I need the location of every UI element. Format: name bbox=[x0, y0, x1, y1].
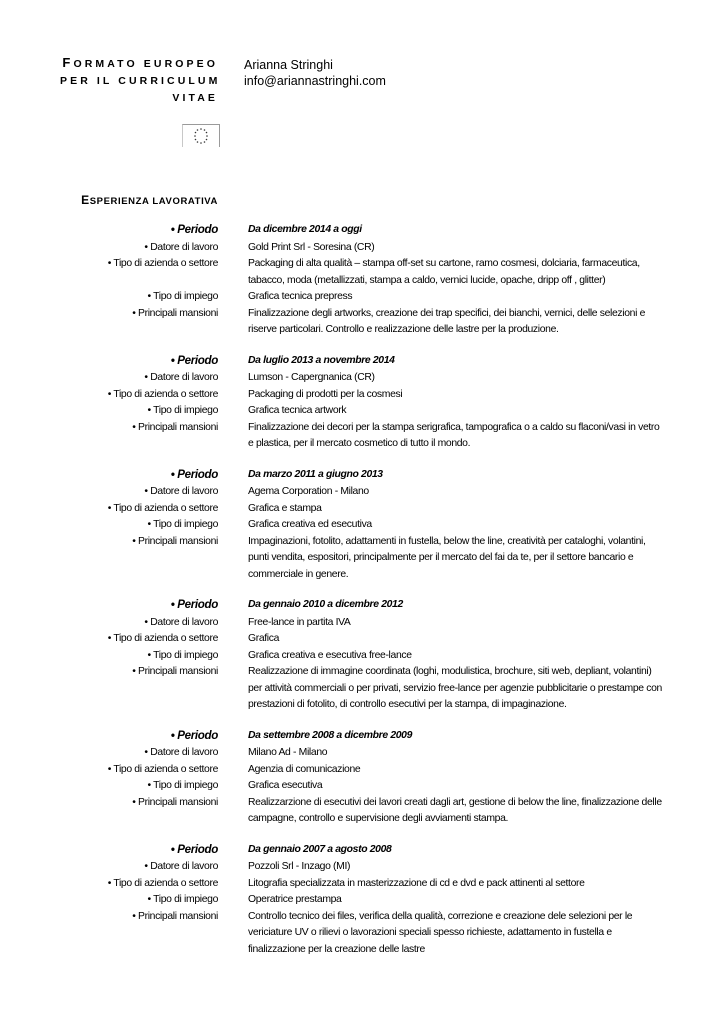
label-period: • Periodo bbox=[170, 223, 218, 236]
label-job-type: • Tipo di impiego bbox=[147, 519, 218, 530]
value-sector: Agenzia di comunicazione bbox=[248, 763, 361, 775]
label-duties: • Principali mansioni bbox=[132, 666, 218, 677]
job-period-row bbox=[0, 728, 724, 745]
value-job-type: Operatrice prestampa bbox=[248, 894, 342, 905]
value-employer: Pozzoli Srl - Inzago (MI) bbox=[248, 861, 351, 872]
job-job-type-row bbox=[0, 517, 724, 534]
label-period: • Periodo bbox=[170, 728, 218, 742]
value-duties: Impaginazioni, fotolito, adattamenti in fustella, below the line, creatività per cataloghi, volantini, punti vendita, espositori, principalmente per il mercato del fai da te, per il settore bancario e commerciale in genere. bbox=[248, 535, 646, 580]
label-employer: • Datore di lavoro bbox=[144, 372, 218, 383]
label-duties: • Principali mansioni bbox=[132, 421, 218, 433]
job-duties-row bbox=[0, 664, 724, 714]
value-employer: Milano Ad - Milano bbox=[248, 747, 328, 758]
job-sector-row bbox=[0, 876, 724, 893]
label-duties: • Principali mansioni bbox=[132, 535, 218, 547]
work-experience-list bbox=[0, 222, 724, 972]
job-job-type-row bbox=[0, 648, 724, 665]
job-period-row bbox=[0, 467, 724, 484]
candidate-email[interactable]: info@ariannastringhi.com bbox=[244, 74, 386, 88]
form-title-block bbox=[60, 54, 221, 107]
job-duties-row bbox=[0, 909, 724, 959]
value-job-type: Grafica creativa e esecutiva free-lance bbox=[248, 649, 412, 661]
value-period: Da gennaio 2010 a dicembre 2012 bbox=[248, 599, 403, 610]
value-employer: Free-lance in partita IVA bbox=[248, 616, 351, 628]
job-entry bbox=[0, 728, 724, 828]
eu-flag-icon bbox=[182, 124, 220, 147]
label-employer: • Datore di lavoro bbox=[144, 861, 218, 872]
job-entry bbox=[0, 353, 724, 453]
job-employer-row bbox=[0, 859, 724, 876]
label-period: • Periodo bbox=[170, 598, 218, 611]
label-sector: • Tipo di azienda o settore bbox=[107, 502, 218, 514]
value-duties: Finalizzazione dei decori per la stampa serigrafica, tampografica o a caldo su flaconi/vasi in vetro e plastica, per il mercato cosmetico di tutto il mondo. bbox=[248, 421, 660, 449]
job-sector-row bbox=[0, 501, 724, 518]
value-duties: Realizzazione di immagine coordinata (loghi, modulistica, brochure, siti web, depliant, volantini) per attività commerciali o per privati, servizio free-lance per agenzie pubblicitarie o prestampe con prestazioni di fotolito, di controllo esecutivi per la stampa, di impaginazione. bbox=[248, 666, 662, 710]
value-sector: Grafica e stampa bbox=[248, 502, 322, 514]
label-duties: • Principali mansioni bbox=[132, 796, 218, 808]
job-job-type-row bbox=[0, 892, 724, 909]
value-period: Da dicembre 2014 a oggi bbox=[248, 224, 362, 235]
label-sector: • Tipo di azienda o settore bbox=[107, 633, 218, 644]
label-job-type: • Tipo di impiego bbox=[147, 649, 218, 661]
value-job-type: Grafica esecutiva bbox=[248, 780, 323, 791]
job-job-type-row bbox=[0, 403, 724, 420]
job-period-row bbox=[0, 597, 724, 614]
value-employer: Agema Corporation - Milano bbox=[248, 486, 369, 497]
job-entry bbox=[0, 222, 724, 339]
value-period: Da settembre 2008 a dicembre 2009 bbox=[248, 729, 413, 741]
job-period-row bbox=[0, 842, 724, 859]
label-job-type: • Tipo di impiego bbox=[147, 291, 218, 302]
value-job-type: Grafica tecnica artwork bbox=[248, 405, 347, 416]
job-sector-row bbox=[0, 387, 724, 404]
label-period: • Periodo bbox=[170, 467, 218, 481]
label-sector: • Tipo di azienda o settore bbox=[107, 877, 218, 889]
label-job-type: • Tipo di impiego bbox=[147, 894, 218, 905]
form-title-line-3: VITAE bbox=[172, 92, 218, 104]
label-employer: • Datore di lavoro bbox=[144, 241, 218, 253]
value-period: Da gennaio 2007 a agosto 2008 bbox=[248, 843, 392, 855]
label-job-type: • Tipo di impiego bbox=[147, 405, 218, 416]
label-employer: • Datore di lavoro bbox=[144, 486, 218, 497]
value-employer: Lumson - Capergnanica (CR) bbox=[248, 372, 375, 383]
label-sector: • Tipo di azienda o settore bbox=[107, 258, 218, 269]
job-duties-row bbox=[0, 306, 724, 339]
label-sector: • Tipo di azienda o settore bbox=[107, 388, 218, 400]
label-employer: • Datore di lavoro bbox=[144, 616, 218, 628]
value-job-type: Grafica creativa ed esecutiva bbox=[248, 519, 372, 530]
contact-block bbox=[244, 57, 386, 89]
job-employer-row bbox=[0, 370, 724, 387]
job-employer-row bbox=[0, 615, 724, 632]
candidate-name: Arianna Stringhi bbox=[244, 58, 333, 72]
label-job-type: • Tipo di impiego bbox=[147, 780, 218, 791]
label-period: • Periodo bbox=[170, 842, 218, 856]
label-sector: • Tipo di azienda o settore bbox=[107, 763, 218, 775]
value-sector: Packaging di alta qualità – stampa off-set su cartone, ramo cosmesi, dolciaria, farmaceutica, tabacco, moda (metallizzati, stampa a caldo, vernici lucide, opache, dripp off , glitter) bbox=[248, 258, 640, 286]
value-duties: Controllo tecnico dei files, verifica della qualità, correzione e creazione dele selezioni per le vericiature UV o rilievi o lavorazioni speciali spesso richieste, adattamento in fustella e finalizzazione per la creazione delle lastre bbox=[248, 910, 633, 955]
job-duties-row bbox=[0, 534, 724, 584]
label-duties: • Principali mansioni bbox=[132, 307, 218, 319]
job-job-type-row bbox=[0, 778, 724, 795]
value-sector: Packaging di prodotti per la cosmesi bbox=[248, 388, 403, 400]
value-period: Da marzo 2011 a giugno 2013 bbox=[248, 468, 383, 480]
job-sector-row bbox=[0, 256, 724, 289]
label-duties: • Principali mansioni bbox=[132, 910, 218, 922]
job-duties-row bbox=[0, 420, 724, 453]
job-employer-row bbox=[0, 240, 724, 257]
job-duties-row bbox=[0, 795, 724, 828]
job-job-type-row bbox=[0, 289, 724, 306]
job-period-row bbox=[0, 353, 724, 370]
value-job-type: Grafica tecnica prepress bbox=[248, 291, 353, 302]
job-entry bbox=[0, 467, 724, 584]
job-sector-row bbox=[0, 762, 724, 779]
value-sector: Litografia specializzata in masterizzazione di cd e dvd e pack attinenti al settore bbox=[248, 877, 585, 889]
job-employer-row bbox=[0, 484, 724, 501]
form-title-line-1: FORMATO EUROPEO bbox=[62, 55, 218, 70]
section-title-work-experience: ESPERIENZA LAVORATIVA bbox=[81, 193, 218, 207]
job-employer-row bbox=[0, 745, 724, 762]
job-period-row bbox=[0, 222, 724, 239]
label-employer: • Datore di lavoro bbox=[144, 747, 218, 758]
job-sector-row bbox=[0, 631, 724, 648]
value-employer: Gold Print Srl - Soresina (CR) bbox=[248, 241, 375, 253]
value-duties: Realizzarzione di esecutivi dei lavori creati dagli art, gestione di below the line, finalizzazione delle campagne, controllo e supervisione degli avviamenti stampa. bbox=[248, 796, 662, 824]
job-entry bbox=[0, 597, 724, 714]
value-duties: Finalizzazione degli artworks, creazione dei trap specifici, dei bianchi, vernici, delle selezioni e riserve particolari. Controllo e realizzazione delle lastre per la produzione. bbox=[248, 307, 646, 335]
value-period: Da luglio 2013 a novembre 2014 bbox=[248, 354, 395, 366]
form-title-line-2: PER IL CURRICULUM bbox=[60, 75, 221, 87]
value-sector: Grafica bbox=[248, 633, 280, 644]
label-period: • Periodo bbox=[170, 353, 218, 367]
job-entry bbox=[0, 842, 724, 959]
